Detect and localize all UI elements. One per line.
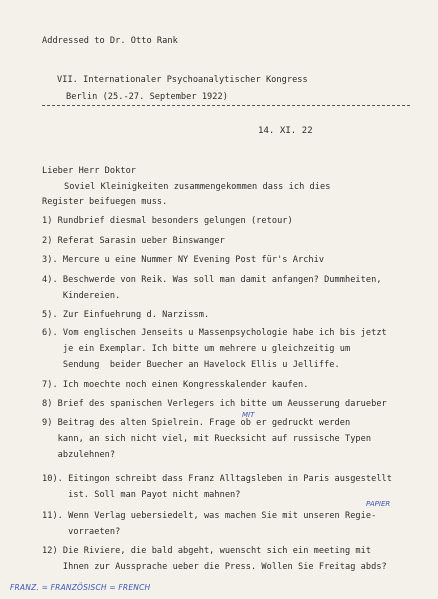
item-1: 1) Rundbrief diesmal besonders gelungen (retour)	[42, 216, 293, 226]
annotation-footnote: FRANZ. = FRANZÖSISCH = FRENCH	[10, 583, 151, 592]
item-12-line-2: Ihnen zur Aussprache ueber die Press. Wollen Sie Freitag abds?	[42, 562, 387, 572]
congress-title: VII. Internationaler Psychoanalytischer Kongress	[57, 75, 308, 85]
annotation-mit: MIT	[242, 411, 255, 419]
congress-place: Berlin (25.-27. September 1922)	[66, 92, 228, 102]
annotation-papier: PAPIER	[366, 500, 391, 508]
item-9-line-3: abzulehnen?	[42, 450, 116, 460]
header-divider	[42, 105, 410, 106]
addressed-line: Addressed to Dr. Otto Rank	[42, 36, 178, 46]
item-10-line-2: ist. Soll man Payot nicht mahnen?	[42, 490, 241, 500]
item-6-line-3: Sendung beider Buecher an Havelock Ellis u Jelliffe.	[42, 360, 340, 370]
item-9-line-2: kann, an sich nicht viel, mit Ruecksicht auf russische Typen	[42, 434, 372, 444]
item-6-line-1: 6). Vom englischen Jenseits u Massenpsychologie habe ich bis jetzt	[42, 328, 387, 338]
item-3: 3). Mercure u eine Nummer NY Evening Post für's Archiv	[42, 255, 325, 265]
item-7: 7). Ich moechte noch einen Kongresskalender kaufen.	[42, 380, 309, 390]
item-6-line-2: je ein Exemplar. Ich bitte um mehrere u gleichzeitig um	[42, 344, 351, 354]
item-2: 2) Referat Sarasin ueber Binswanger	[42, 236, 225, 246]
item-12-line-1: 12) Die Riviere, die bald abgeht, wuenscht sich ein meeting mit	[42, 546, 372, 556]
intro-line-1: Soviel Kleinigkeiten zusammengekommen dass ich dies	[64, 182, 331, 192]
item-4-line-2: Kindereien.	[42, 291, 121, 301]
item-5: 5). Zur Einfuehrung d. Narzissm.	[42, 310, 210, 320]
item-9-line-1: 9) Beitrag des alten Spielrein. Frage ob er gedruckt werden	[42, 418, 351, 428]
item-8: 8) Brief des spanischen Verlegers ich bitte um Aeusserung darueber	[42, 399, 387, 409]
item-11-line-2: vorraeten?	[42, 527, 121, 537]
intro-line-2: Register beifuegen muss.	[42, 197, 168, 207]
salutation: Lieber Herr Doktor	[42, 166, 137, 176]
letter-date: 14. XI. 22	[258, 126, 313, 136]
item-11-line-1: 11). Wenn Verlag uebersiedelt, was machen Sie mit unseren Regie-	[42, 511, 377, 521]
item-10-line-1: 10). Eitingon schreibt dass Franz Alltagsleben in Paris ausgestellt	[42, 474, 392, 484]
item-4-line-1: 4). Beschwerde von Reik. Was soll man damit anfangen? Dummheiten,	[42, 275, 382, 285]
